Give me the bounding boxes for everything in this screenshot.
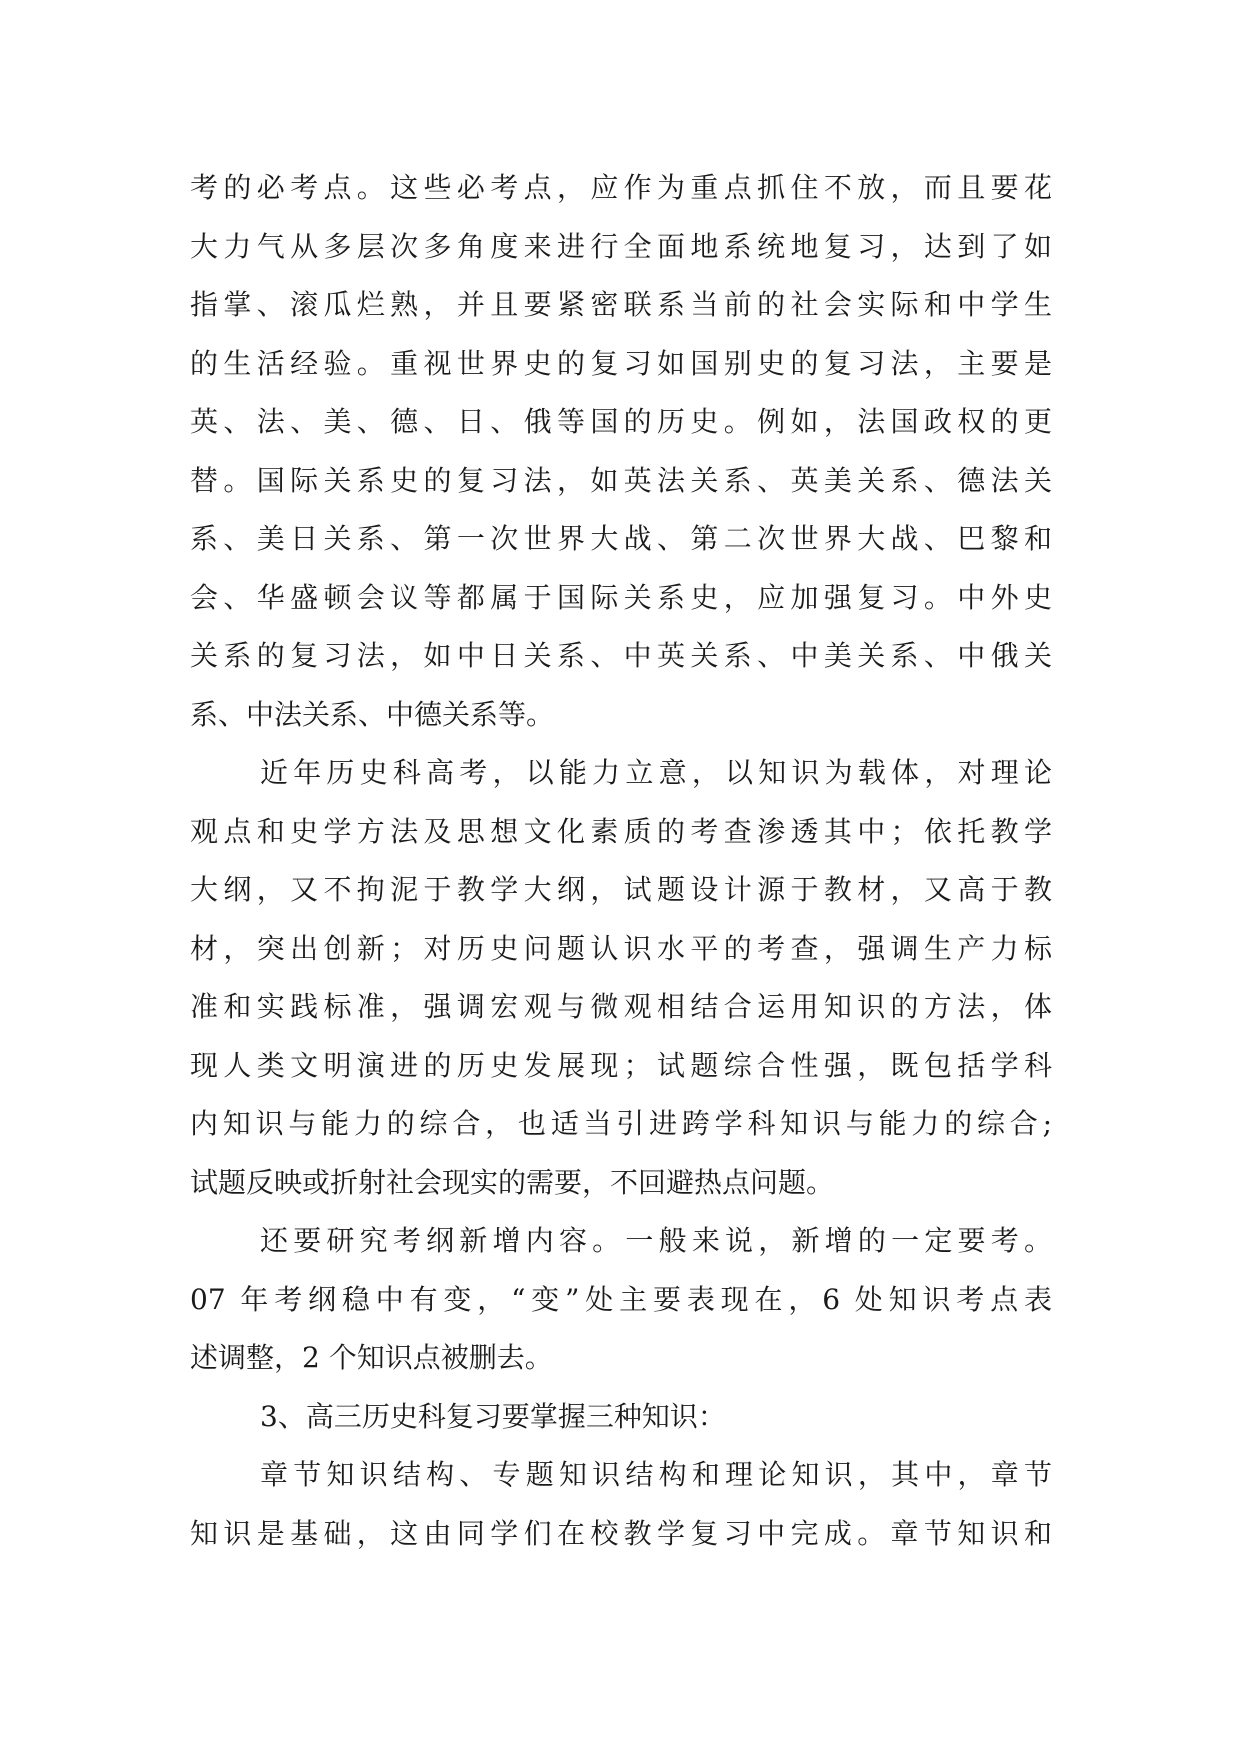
text-line: 大力气从多层次多角度来进行全面地系统地复习，达到了如	[190, 229, 1052, 263]
text-line: 试题反映或折射社会现实的需要，不回避热点问题。	[190, 1165, 835, 1199]
text-line: 大纲，又不拘泥于教学大纲，试题设计源于教材，又高于教	[190, 873, 1052, 906]
text-line: 知识是基础，这由同学们在校教学复习中完成。章节知识和	[190, 1516, 1052, 1550]
text-line: 的生活经验。重视世界史的复习如国别史的复习法，主要是	[190, 346, 1052, 380]
text-line: 观点和史学方法及思想文化素质的考查渗透其中；依托教学	[190, 814, 1052, 848]
text-line: 替。国际关系史的复习法，如英法关系、英美关系、德法关	[190, 463, 1052, 497]
text-line: 材，突出创新；对历史问题认识水平的考查，强调生产力标	[190, 931, 1052, 965]
body-text	[190, 159, 1052, 1563]
text-line: 述调整，2 个知识点被删去。	[190, 1341, 553, 1374]
text-line: 现人类文明演进的历史发展现；试题综合性强，既包括学科	[190, 1048, 1052, 1082]
text-line: 准和实践标准，强调宏观与微观相结合运用知识的方法，体	[190, 990, 1052, 1023]
text-line: 内知识与能力的综合，也适当引进跨学科知识与能力的综合;	[190, 1107, 1052, 1140]
text-line: 会、华盛顿会议等都属于国际关系史，应加强复习。中外史	[190, 580, 1052, 614]
text-line: 还要研究考纲新增内容。一般来说，新增的一定要考。	[260, 1224, 1052, 1257]
text-line: 近年历史科高考，以能力立意，以知识为载体，对理论	[260, 756, 1052, 789]
text-line: 指掌、滚瓜烂熟，并且要紧密联系当前的社会实际和中学生	[190, 288, 1052, 321]
text-line: 考的必考点。这些必考点，应作为重点抓住不放，而且要花	[190, 171, 1052, 204]
text-line: 系、美日关系、第一次世界大战、第二次世界大战、巴黎和	[190, 522, 1052, 555]
text-line: 3、高三历史科复习要掌握三种知识：	[260, 1399, 726, 1433]
text-line: 07 年考纲稳中有变，“变”处主要表现在，6 处知识考点表	[190, 1282, 1052, 1316]
text-line: 系、中法关系、中德关系等。	[190, 697, 555, 731]
text-line: 章节知识结构、专题知识结构和理论知识，其中，章节	[260, 1458, 1052, 1491]
text-line: 英、法、美、德、日、俄等国的历史。例如，法国政权的更	[190, 405, 1052, 438]
text-line: 关系的复习法，如中日关系、中英关系、中美关系、中俄关	[190, 639, 1052, 672]
